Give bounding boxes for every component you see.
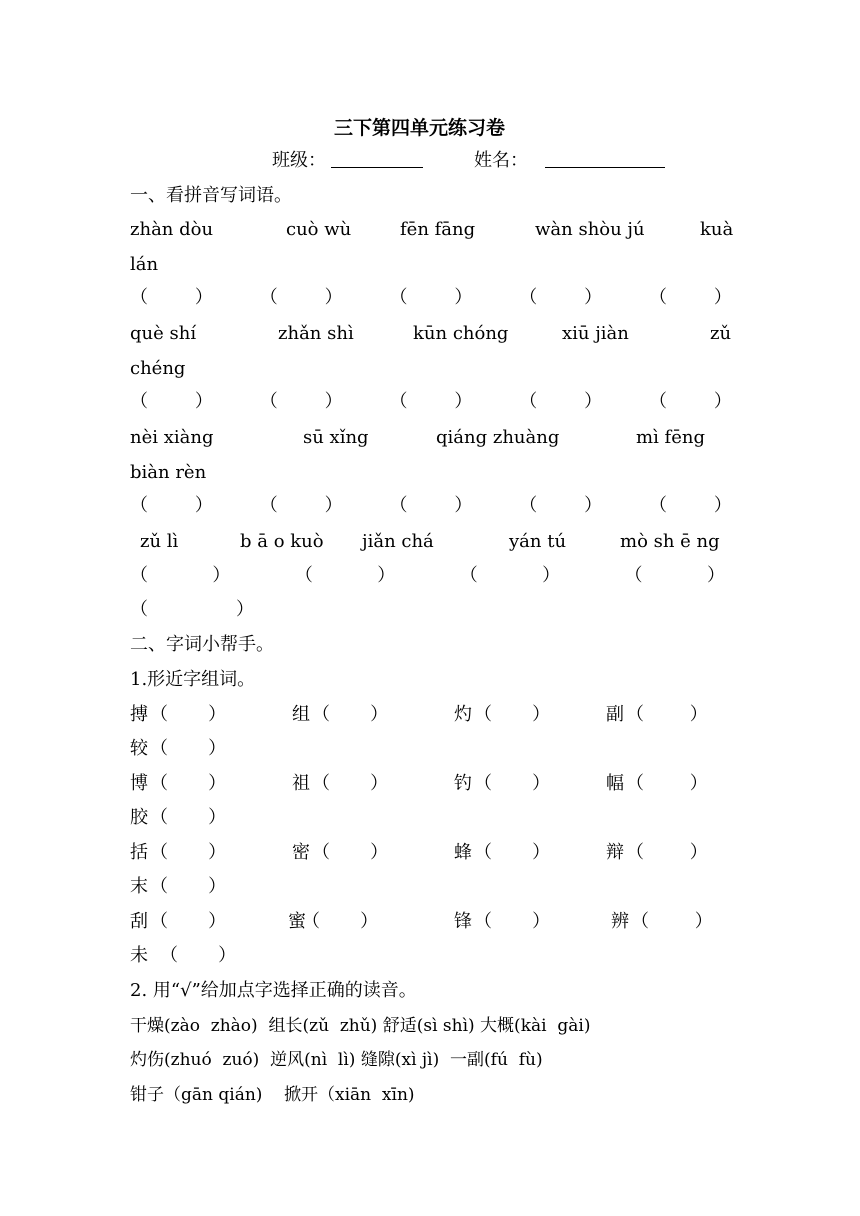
answer-bracket[interactable]: （ ） xyxy=(474,704,551,725)
char-item: 蜂 xyxy=(454,842,472,863)
char-item: 胶 xyxy=(130,807,148,828)
bracket-close: ） xyxy=(584,495,603,516)
answer-bracket[interactable]: （ ） xyxy=(150,807,227,828)
char-item: 括 xyxy=(130,842,148,863)
answer-bracket[interactable]: （ ） xyxy=(474,911,551,932)
bracket-open: （ xyxy=(130,565,148,586)
answer-bracket[interactable]: （ ） xyxy=(160,945,237,966)
bracket-close: ） xyxy=(542,565,561,586)
pinyin-item: xiū jiàn xyxy=(562,323,629,344)
char-item: 祖 xyxy=(292,773,310,794)
char-item: 刮 xyxy=(130,911,148,932)
q2-line[interactable]: 干燥(zào zhào) 组长(zǔ zhǔ) 舒适(sì shì) 大概(kài gài) xyxy=(130,1016,591,1036)
pinyin-item: fēn fāng xyxy=(400,219,476,240)
q2-title: 2. 用“√”给加点字选择正确的读音。 xyxy=(130,980,417,1001)
answer-bracket[interactable]: （ ） xyxy=(150,773,227,794)
answer-bracket[interactable]: （ ） xyxy=(150,876,227,897)
char-item: 钓 xyxy=(454,773,472,794)
bracket-close: ） xyxy=(324,495,343,516)
bracket-open: （ xyxy=(259,495,278,516)
section2-heading: 二、字词小帮手。 xyxy=(130,634,274,655)
q2-line[interactable]: 钳子（gān qián) 掀开（xiān xīn) xyxy=(130,1085,415,1105)
bracket-close: ） xyxy=(324,287,343,308)
bracket-close: ） xyxy=(194,391,213,412)
char-item: 未 xyxy=(130,945,148,966)
char-item: 搏 xyxy=(130,704,148,725)
char-item: 灼 xyxy=(454,704,472,725)
bracket-open: （ xyxy=(130,391,148,412)
pinyin-item: zǔ lì xyxy=(140,531,179,552)
pinyin-item: mò sh ē ng xyxy=(620,531,720,552)
class-blank[interactable] xyxy=(331,167,423,168)
pinyin-item: zhàn dòu xyxy=(130,219,214,240)
bracket-close: ） xyxy=(584,391,603,412)
bracket-close: ） xyxy=(324,391,343,412)
answer-bracket[interactable]: （ ） xyxy=(631,911,713,932)
bracket-open: （ xyxy=(649,287,667,308)
pinyin-wrap: lán xyxy=(130,254,159,275)
pinyin-item: mì fēng xyxy=(636,427,705,448)
class-label: 班级： xyxy=(272,150,326,171)
pinyin-item: yán tú xyxy=(509,531,567,552)
pinyin-item: kuà xyxy=(700,219,734,240)
answer-bracket[interactable]: （ ） xyxy=(150,738,227,759)
answer-brackets-row[interactable] xyxy=(130,286,732,310)
bracket-close: ） xyxy=(377,565,396,586)
answer-bracket[interactable]: （ ） xyxy=(150,911,227,932)
bracket-open: （ xyxy=(130,287,148,308)
bracket-open: （ xyxy=(259,287,278,308)
bracket-open: （ xyxy=(519,287,538,308)
char-item: 密 xyxy=(292,842,310,863)
bracket-open[interactable]: （ xyxy=(130,599,148,620)
bracket-close: ） xyxy=(194,287,213,308)
bracket-close: ） xyxy=(713,287,732,308)
answer-bracket[interactable]: （ ） xyxy=(150,842,227,863)
name-label: 姓名： xyxy=(474,150,528,171)
answer-bracket[interactable]: （ ） xyxy=(474,842,551,863)
bracket-close: ） xyxy=(706,565,725,586)
bracket-open: （ xyxy=(649,495,667,516)
pinyin-item: qiáng zhuàng xyxy=(436,427,560,448)
pinyin-item: zhǎn shì xyxy=(278,323,354,344)
char-item: 较 xyxy=(130,738,148,759)
bracket-open: （ xyxy=(130,495,148,516)
char-item: 末 xyxy=(130,876,148,897)
name-blank[interactable] xyxy=(545,167,665,168)
answer-bracket[interactable]: （ ） xyxy=(474,773,551,794)
pinyin-item: wàn shòu jú xyxy=(535,219,645,240)
answer-bracket[interactable]: （ ） xyxy=(626,842,708,863)
page-title: 三下第四单元练习卷 xyxy=(334,117,506,139)
pinyin-item: jiǎn chá xyxy=(362,531,434,552)
pinyin-item: sū xǐng xyxy=(303,427,369,448)
answer-brackets-row[interactable] xyxy=(130,390,732,414)
char-item: 蜜 xyxy=(288,911,306,932)
answer-brackets-row[interactable] xyxy=(130,564,725,588)
bracket-open: （ xyxy=(459,565,478,586)
answer-bracket[interactable]: （ ） xyxy=(312,704,389,725)
section1-heading: 一、看拼音写词语。 xyxy=(130,185,292,206)
q1-title: 1.形近字组词。 xyxy=(130,669,256,690)
pinyin-wrap: chéng xyxy=(130,358,186,379)
bracket-open: （ xyxy=(519,495,538,516)
bracket-open: （ xyxy=(649,391,667,412)
char-item: 博 xyxy=(130,773,148,794)
bracket-open: （ xyxy=(389,391,408,412)
char-item: 辨 xyxy=(611,911,629,932)
q2-line[interactable]: 灼伤(zhuó zuó) 逆风(nì lì) 缝隙(xì jì) 一副(fú fù) xyxy=(130,1050,543,1070)
char-item: 辩 xyxy=(606,842,624,863)
answer-bracket[interactable]: （ ） xyxy=(150,704,227,725)
answer-bracket[interactable]: （ ） xyxy=(626,704,708,725)
bracket-open: （ xyxy=(624,565,643,586)
bracket-open: （ xyxy=(519,391,538,412)
bracket-close: ） xyxy=(713,391,732,412)
bracket-open: （ xyxy=(389,495,408,516)
bracket-open: （ xyxy=(259,391,278,412)
pinyin-wrap: biàn rèn xyxy=(130,462,207,483)
bracket-close: ） xyxy=(454,287,473,308)
bracket-close: ） xyxy=(584,287,603,308)
char-item: 锋 xyxy=(454,911,472,932)
pinyin-item: què shí xyxy=(130,323,197,344)
answer-bracket[interactable]: （ ） xyxy=(312,842,389,863)
char-item: 组 xyxy=(292,704,310,725)
char-item: 副 xyxy=(606,704,624,725)
bracket-close[interactable]: ） xyxy=(236,599,254,620)
bracket-close: ） xyxy=(454,495,473,516)
bracket-close: ） xyxy=(212,565,231,586)
char-item: 幅 xyxy=(606,773,624,794)
bracket-close: ） xyxy=(713,495,732,516)
bracket-close: ） xyxy=(194,495,213,516)
answer-bracket[interactable]: （ ） xyxy=(302,911,379,932)
answer-bracket[interactable]: （ ） xyxy=(312,773,389,794)
pinyin-item: zǔ xyxy=(710,323,732,344)
bracket-close: ） xyxy=(454,391,473,412)
answer-brackets-row[interactable] xyxy=(130,494,732,518)
pinyin-item: b ā o kuò xyxy=(240,531,324,552)
answer-bracket[interactable]: （ ） xyxy=(626,773,708,794)
pinyin-item: cuò wù xyxy=(286,219,352,240)
pinyin-item: kūn chóng xyxy=(413,323,509,344)
bracket-open: （ xyxy=(389,287,408,308)
bracket-open: （ xyxy=(294,565,313,586)
pinyin-item: nèi xiàng xyxy=(130,427,214,448)
